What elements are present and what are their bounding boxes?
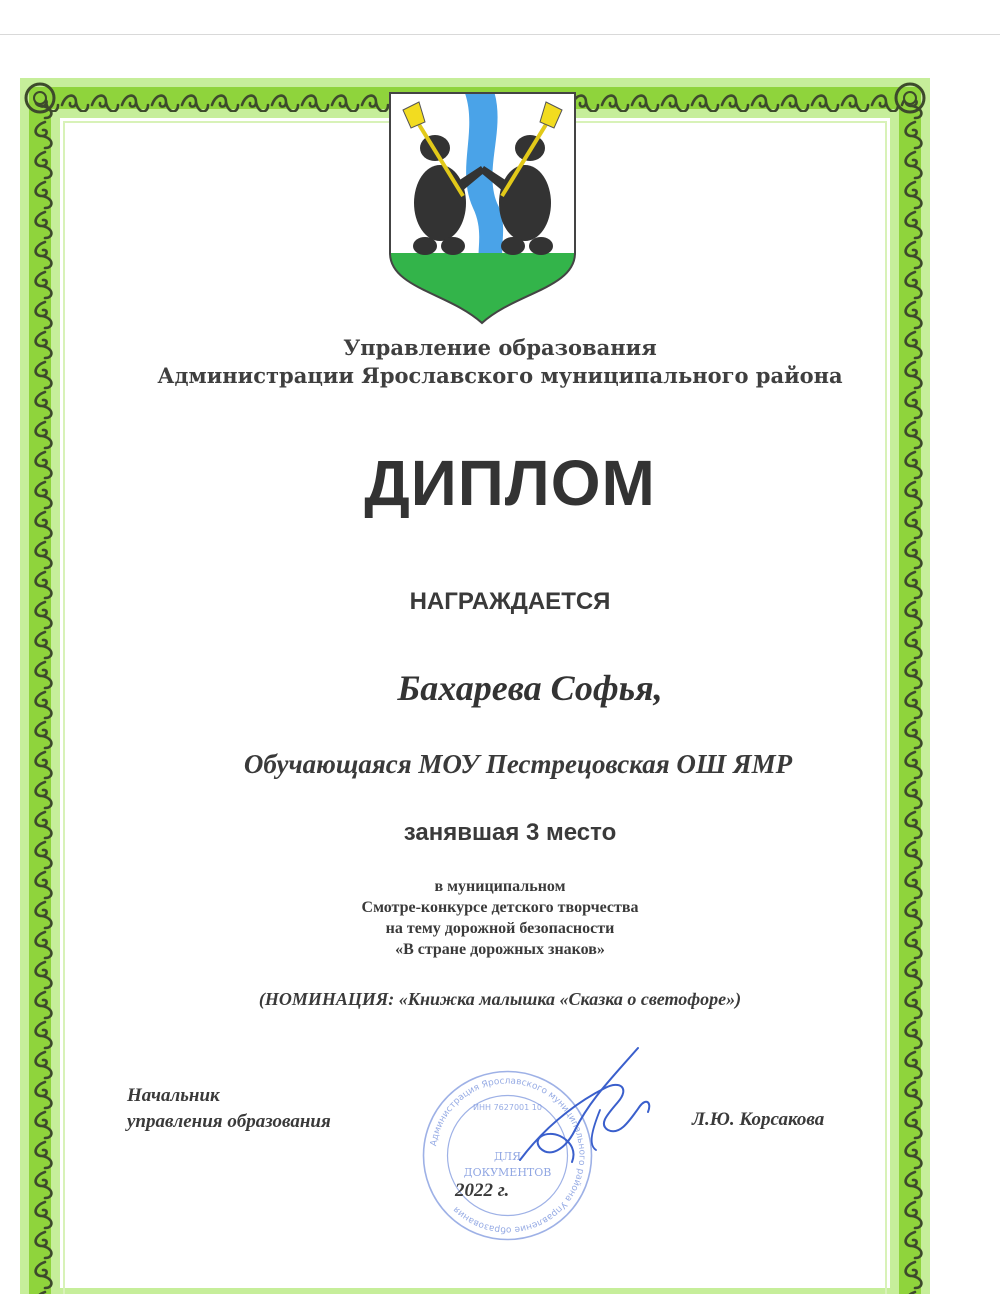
svg-text:ДОКУМЕНТОВ: ДОКУМЕНТОВ [463, 1166, 552, 1179]
signatory-title [127, 1083, 331, 1135]
contest-line: на тему дорожной безопасности [385, 920, 615, 937]
svg-text:ИНН 7627001 10: ИНН 7627001 10 [473, 1103, 542, 1112]
contest-description [0, 876, 1000, 960]
nomination: (НОМИНАЦИЯ: «Книжка малышка «Сказка о светофоре») [258, 989, 742, 1009]
recipient-name: Бахарева Софья, [397, 668, 663, 708]
signatory-title-line: управления образования [127, 1111, 331, 1132]
place-awarded: занявшая 3 место [403, 819, 617, 846]
diploma-title: ДИПЛОМ [364, 447, 656, 519]
organization-line: Управление образования [343, 335, 657, 360]
signatory-title-line: Начальник [127, 1085, 220, 1106]
contest-line: в муниципальном [434, 878, 566, 895]
svg-text:Администрация Ярославского мун: Администрация Ярославского муниципального района Управление образования [429, 1076, 587, 1235]
contest-line: Смотре-конкурсе детского творчества [361, 899, 639, 916]
awarded-label: НАГРАЖДАЕТСЯ [409, 588, 611, 615]
signatory-name: Л.Ю. Корсакова [692, 1109, 825, 1130]
coat-of-arms-icon [385, 88, 580, 328]
organization-header [0, 334, 1000, 390]
svg-text:ДЛЯ: ДЛЯ [493, 1150, 522, 1163]
contest-line: «В стране дорожных знаков» [395, 941, 605, 958]
student-info: Обучающаяся МОУ Пестрецовская ОШ ЯМР [243, 749, 793, 779]
issue-date: 2022 г. [455, 1180, 510, 1201]
handwritten-signature-icon [480, 1040, 670, 1190]
organization-line: Администрации Ярославского муниципального района [157, 363, 843, 388]
